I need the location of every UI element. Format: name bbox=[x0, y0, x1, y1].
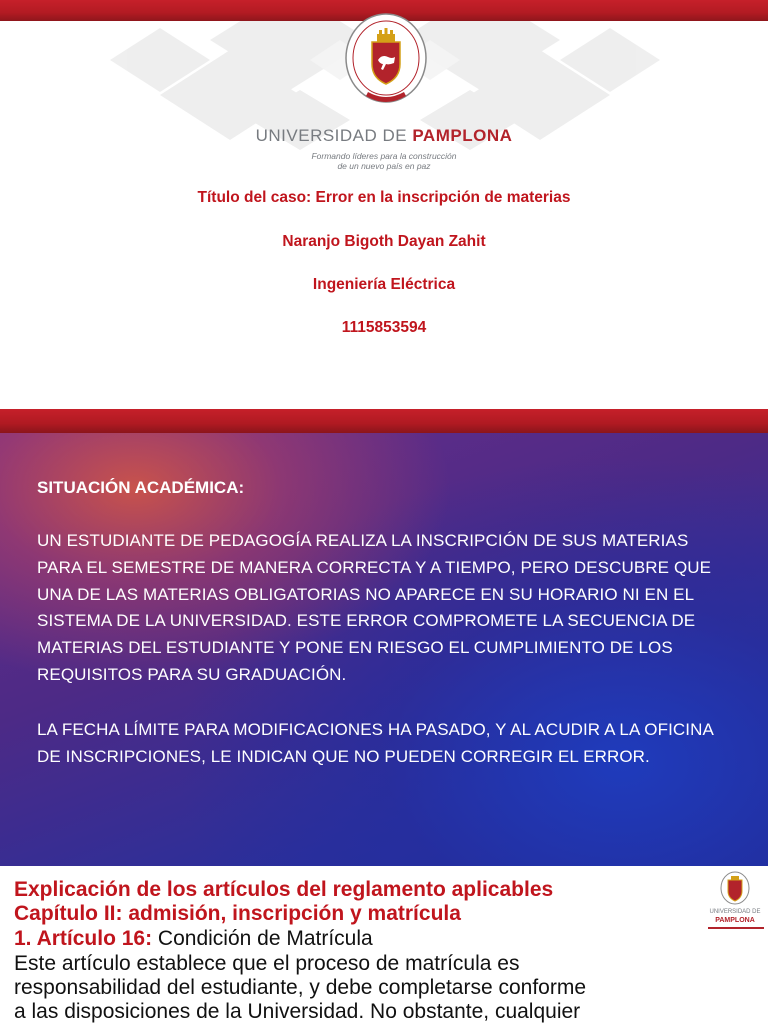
article-body-line1: Este artículo establece que el proceso de matrícula es bbox=[14, 952, 520, 975]
university-seal-logo bbox=[344, 12, 428, 112]
small-logo-underline bbox=[708, 927, 764, 929]
bottom-red-band bbox=[0, 409, 768, 433]
article-body-line3: a las disposiciones de la Universidad. No obstante, cualquier bbox=[14, 1000, 581, 1023]
program-name: Ingeniería Eléctrica bbox=[312, 276, 456, 293]
article-number: 1. Artículo 16: bbox=[14, 927, 153, 950]
situation-paragraph-2: LA FECHA LÍMITE PARA MODIFICACIONES HA PASADO, Y AL ACUDIR A LA OFICINA DE INSCRIPCIONES, LE INDICAN QUE NO PUEDEN CORREGIR EL ERROR. bbox=[37, 720, 713, 766]
university-small-logo bbox=[705, 868, 765, 936]
student-name: Naranjo Bigoth Dayan Zahit bbox=[282, 233, 486, 250]
student-id: 1115853594 bbox=[341, 319, 427, 336]
case-title: Título del caso: Error en la inscripción de materias bbox=[197, 189, 571, 206]
situation-paragraph-1: UN ESTUDIANTE DE PEDAGOGÍA REALIZA LA INSCRIPCIÓN DE SUS MATERIAS PARA EL SEMESTRE DE MANERA CORRECTA Y A TIEMPO, PERO DESCUBRE QUE UNA DE LAS MATERIAS OBLIGATORIAS NO APARECE EN SU HORARIO NI EN EL SISTEMA DE LA UNIVERSIDAD. ESTE ERROR COMPROMETE LA SECUENCIA DE MATERIAS DEL ESTUDIANTE Y PONE EN RIESGO EL CUMPLIMIENTO DE LOS REQUISITOS PARA SU GRADUACIÓN. bbox=[37, 531, 712, 684]
university-wordmark bbox=[0, 126, 768, 146]
article-name: Condición de Matrícula bbox=[152, 927, 373, 950]
regulation-articles-slide bbox=[0, 866, 768, 1024]
small-logo-text-2: PAMPLONA bbox=[715, 917, 755, 924]
articles-title: Explicación de los artículos del reglamento aplicables bbox=[14, 878, 554, 901]
chapter-title: Capítulo II: admisión, inscripción y matrícula bbox=[14, 902, 461, 925]
article-body-line2: responsabilidad del estudiante, y debe completarse conforme bbox=[14, 976, 587, 999]
article-heading bbox=[14, 927, 373, 951]
title-slide bbox=[0, 0, 768, 433]
university-tagline-line1: Formando líderes para la construcción bbox=[311, 151, 457, 161]
university-name-prefix: UNIVERSIDAD DE bbox=[255, 126, 413, 145]
university-tagline-line2: de un nuevo país en paz bbox=[337, 161, 431, 171]
situation-heading: SITUACIÓN ACADÉMICA: bbox=[37, 478, 245, 497]
academic-situation-slide bbox=[0, 433, 768, 866]
university-name-highlight: PAMPLONA bbox=[412, 126, 513, 145]
small-logo-text-1: UNIVERSIDAD DE bbox=[709, 909, 761, 915]
